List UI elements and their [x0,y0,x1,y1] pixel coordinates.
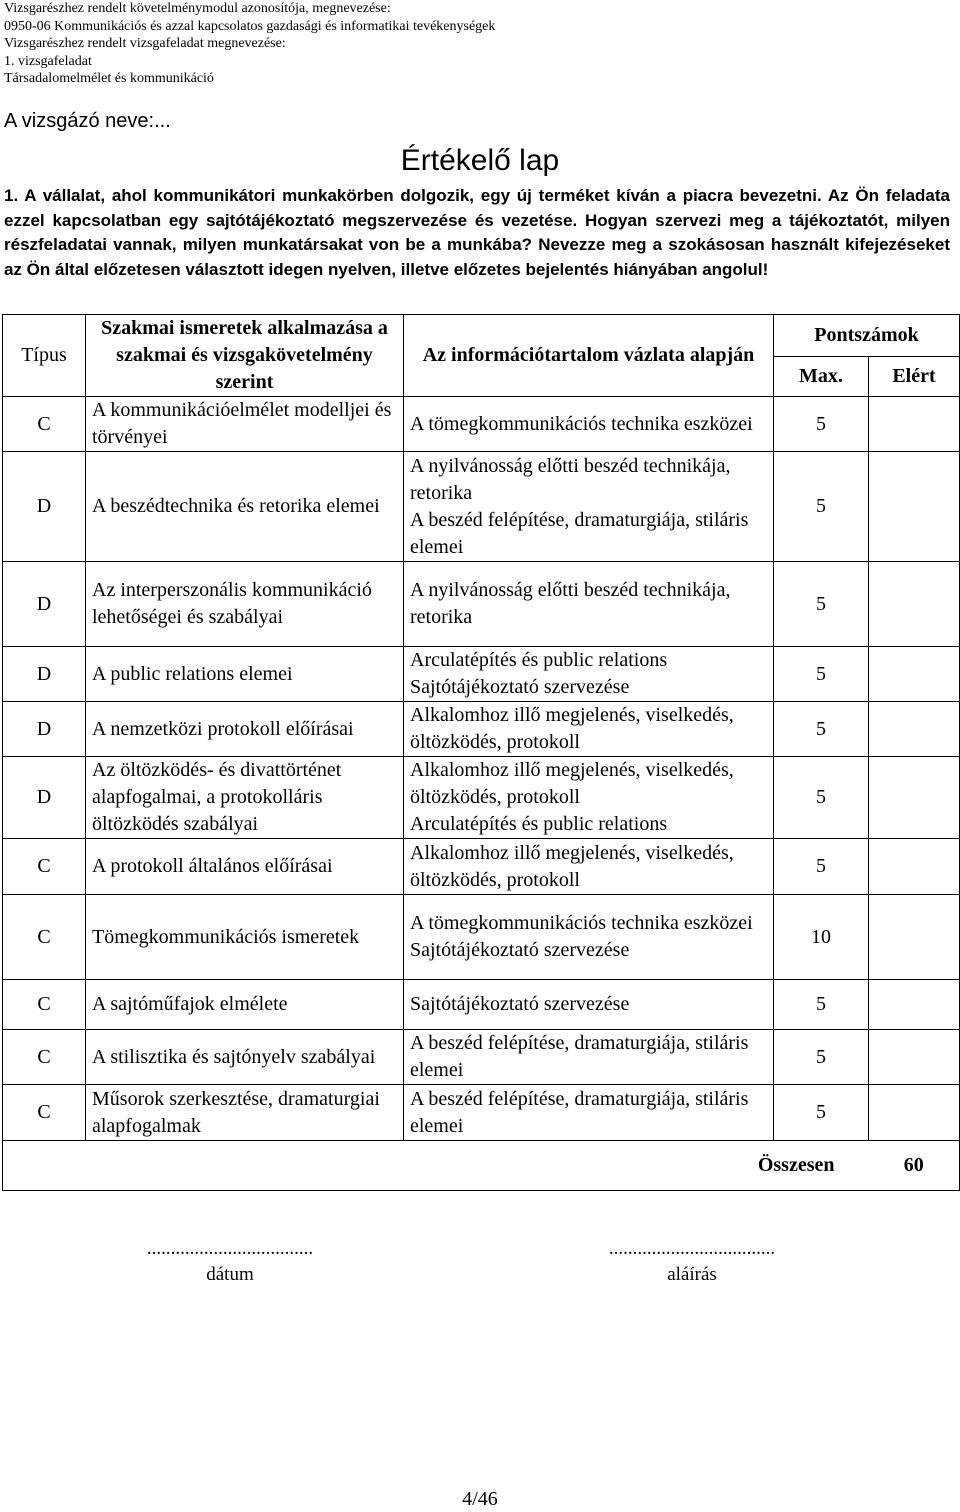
table-row [3,397,960,452]
max-points-cell: 5 [774,1085,869,1141]
type-cell: C [3,839,86,895]
outline-cell [404,647,774,702]
outline-item: Alkalomhoz illő megjelenés, viselkedés, öltözködés, protokoll [410,704,734,753]
max-points-cell: 10 [774,895,869,980]
header-achieved: Elért [869,357,960,397]
max-points-cell: 5 [774,397,869,452]
header-line: Vizsgarészhez rendelt vizsgafeladat megnevezése: [4,36,286,52]
sign-label: aláírás [667,1264,717,1285]
achieved-points-cell[interactable] [869,452,960,562]
type-cell: C [3,1085,86,1141]
outline-cell [404,562,774,647]
task-description: 1. A vállalat, ahol kommunikátori munkakörben dolgozik, egy új terméket kíván a piacra bevezetni. Az Ön feladata ezzel kapcsolatban egy sajtótájékoztató megszervezése és vezetése. Hogyan szervezi meg a tájékoztatót, milyen részfeladatai vannak, milyen munkatársakat von be a munkába? Nevezze meg a szokásosan használt kifejezéseket az Ön által előzetesen választott idegen nyelven, illetve előzetes bejelentés hiányában angolul! [4,186,950,279]
type-cell: C [3,397,86,452]
table-row [3,562,960,647]
type-cell: D [3,452,86,562]
type-cell: C [3,1030,86,1085]
table-row [3,1030,960,1085]
outline-item: Sajtótájékoztató szervezése [410,939,630,961]
outline-item: Alkalomhoz illő megjelenés, viselkedés, öltözködés, protokoll [410,841,734,891]
header-points: Pontszámok [774,315,960,357]
header-line: 1. vizsgafeladat [4,53,92,69]
knowledge-cell: A kommunikációelmélet modelljei és törvényei [86,397,404,452]
outline-item: Arculatépítés és public relations [410,813,668,835]
knowledge-cell: Műsorok szerkesztése, dramaturgiai alapfogalmak [86,1085,404,1141]
outline-item: A beszéd felépítése, dramaturgiája, stiláris elemei [410,1087,749,1137]
max-points-cell: 5 [774,562,869,647]
max-points-cell: 5 [774,647,869,702]
table-row [3,647,960,702]
outline-cell [404,839,774,895]
outline-item: A nyilvánosság előtti beszéd technikája, retorika [410,579,731,628]
achieved-points-cell[interactable] [869,647,960,702]
header-line: Társadalomelmélet és kommunikáció [4,71,214,87]
sign-dots: ................................... [608,1238,776,1259]
knowledge-cell: Az interperszonális kommunikáció lehetőségei és szabályai [86,562,404,647]
header-outline: Az információtartalom vázlata alapján [404,315,774,397]
outline-item: A tömegkommunikációs technika eszközei [410,912,753,934]
achieved-points-cell[interactable] [869,702,960,757]
table-row [3,1085,960,1141]
knowledge-cell: Tömegkommunikációs ismeretek [86,895,404,980]
header-max: Max. [774,357,869,397]
header-knowledge: Szakmai ismeretek alkalmazása a szakmai és vizsgakövetelmény szerint [86,315,404,397]
outline-cell [404,757,774,839]
page-number: 4/46 [462,1488,498,1510]
header-line: 0950-06 Kommunikációs és azzal kapcsolatos gazdasági és informatikai tevékenységek [4,18,496,34]
table-row [3,757,960,839]
achieved-points-cell[interactable] [869,757,960,839]
type-cell: D [3,647,86,702]
outline-cell [404,397,774,452]
date-label: dátum [206,1264,254,1285]
achieved-points-cell[interactable] [869,397,960,452]
achieved-points-cell[interactable] [869,839,960,895]
total-max: 60 [869,1141,960,1191]
achieved-points-cell[interactable] [869,895,960,980]
page-title: Értékelő lap [400,144,560,177]
outline-item: A beszéd felépítése, dramaturgiája, stiláris elemei [410,508,749,558]
outline-cell [404,1085,774,1141]
outline-item: Sajtótájékoztató szervezése [410,676,630,698]
max-points-cell: 5 [774,757,869,839]
max-points-cell: 5 [774,980,869,1030]
header-line: Vizsgarészhez rendelt követelménymodul azonosítója, megnevezése: [4,1,391,16]
achieved-points-cell[interactable] [869,562,960,647]
outline-cell [404,895,774,980]
outline-item: Sajtótájékoztató szervezése [410,993,630,1015]
max-points-cell: 5 [774,702,869,757]
table-row [3,980,960,1030]
candidate-name-field: A vizsgázó neve:... [4,110,171,132]
achieved-points-cell[interactable] [869,980,960,1030]
type-cell: C [3,895,86,980]
achieved-points-cell[interactable] [869,1030,960,1085]
max-points-cell: 5 [774,839,869,895]
table-row [3,839,960,895]
date-signature-block [90,1236,370,1288]
total-label: Összesen [3,1141,869,1191]
max-points-cell: 5 [774,452,869,562]
achieved-points-cell[interactable] [869,1085,960,1141]
outline-cell [404,702,774,757]
outline-item: Arculatépítés és public relations [410,649,668,671]
sign-signature-block [552,1236,832,1288]
table-row [3,895,960,980]
type-cell: D [3,702,86,757]
knowledge-cell: A public relations elemei [86,647,404,702]
type-cell: D [3,562,86,647]
knowledge-cell: Az öltözködés- és divattörténet alapfogalmai, a protokolláris öltözködés szabályai [86,757,404,839]
knowledge-cell: A beszédtechnika és retorika elemei [86,452,404,562]
knowledge-cell: A sajtóműfajok elmélete [86,980,404,1030]
type-cell: C [3,980,86,1030]
table-row [3,452,960,562]
table-row [3,702,960,757]
max-points-cell: 5 [774,1030,869,1085]
outline-item: A tömegkommunikációs technika eszközei [410,412,753,435]
outline-item: A beszéd felépítése, dramaturgiája, stiláris elemei [410,1032,749,1081]
date-dots: ................................... [146,1238,314,1259]
outline-item: A nyilvánosság előtti beszéd technikája, retorika [410,454,731,504]
evaluation-table [2,314,960,1191]
outline-cell [404,452,774,562]
outline-cell [404,1030,774,1085]
knowledge-cell: A nemzetközi protokoll előírásai [86,702,404,757]
knowledge-cell: A protokoll általános előírásai [86,839,404,895]
document-header [4,0,495,88]
type-cell: D [3,757,86,839]
header-type: Típus [3,315,86,397]
outline-item: Alkalomhoz illő megjelenés, viselkedés, öltözködés, protokoll [410,759,734,808]
outline-cell [404,980,774,1030]
knowledge-cell: A stilisztika és sajtónyelv szabályai [86,1030,404,1085]
